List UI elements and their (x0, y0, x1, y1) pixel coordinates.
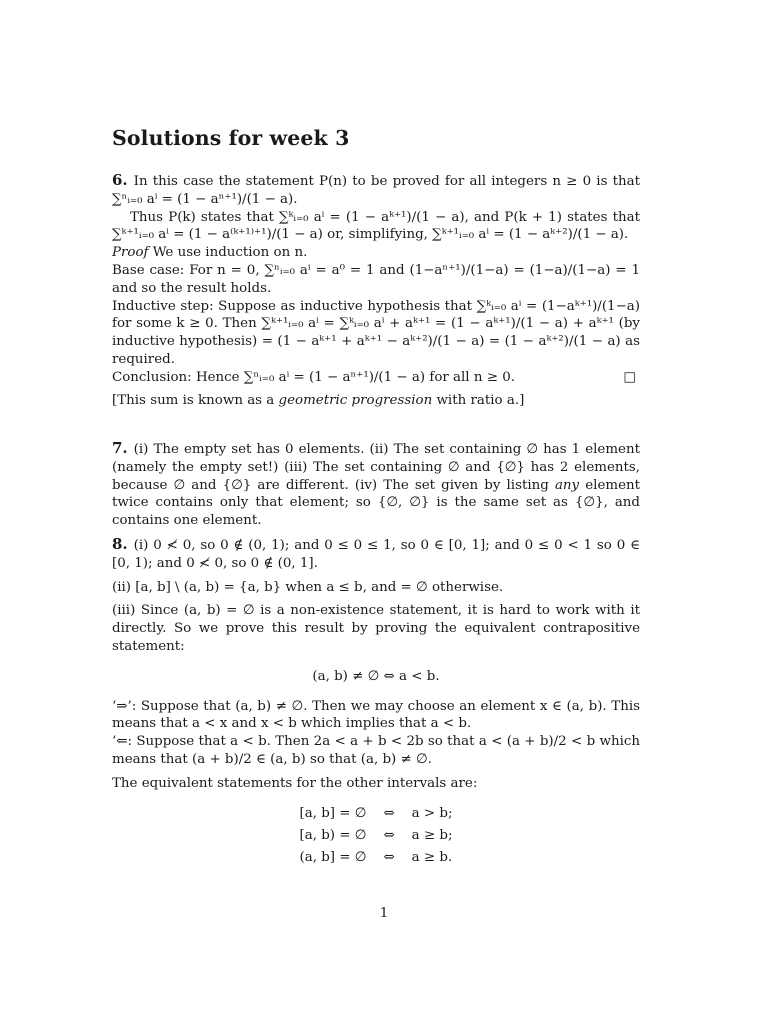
backward-direction: ‘⇐: Suppose that a < b. Then 2a < a + b < 2b so that a < (a + b)/2 < b which means that (a + b)/2 ∈ (a, b) so that (a, b) ≠ ∅. (112, 734, 640, 767)
equivalence-table (295, 803, 458, 869)
iff-symbol: ⇔ (383, 849, 395, 865)
problem-6-line-2: Thus P(k) states that ∑ᵏᵢ₌₀ aⁱ = (1 − aᵏ⁺¹)/(1 − a), and P(k + 1) states that ∑ᵏ⁺¹ᵢ₌₀ aⁱ = (1 − a⁽ᵏ⁺¹⁾⁺¹)/(1 − a) or, simplifying, ∑ᵏ⁺¹ᵢ₌₀ aⁱ = (1 − aᵏ⁺²)/(1 − a). (112, 209, 640, 243)
eq-rhs: a ≥ b. (411, 849, 453, 865)
problem-6-line-1: In this case the statement P(n) to be proved for all integers n ≥ 0 is that ∑ⁿᵢ₌₀ aⁱ = (1 − aⁿ⁺¹)/(1 − a). (112, 174, 640, 207)
proof-label: Proof (112, 245, 149, 261)
problem-7-part-2: element twice contains only that element; so {∅, ∅} is the same set as {∅}, and contains one element. (112, 477, 641, 529)
forward-direction: ‘⇒’: Suppose that (a, b) ≠ ∅. Then we may choose an element x ∈ (a, b). This means that a < x and x < b which implies that a < b. (112, 698, 640, 732)
eq-lhs: (a, b] = ∅ (299, 849, 367, 865)
eq-rhs: a ≥ b; (411, 827, 453, 843)
proof-text: We use induction on n. (152, 245, 308, 261)
iff-symbol: ⇔ (383, 805, 395, 821)
problem-number: 6. (112, 171, 128, 189)
problem-number: 8. (112, 535, 128, 553)
eq-rhs: a > b; (411, 805, 453, 821)
inductive-step: Inductive step: Suppose as inductive hypothesis that ∑ᵏᵢ₌₀ aⁱ = (1−aᵏ⁺¹)/(1−a) for some k ≥ 0. Then ∑ᵏ⁺¹ᵢ₌₀ aⁱ = ∑ᵏᵢ₌₀ aⁱ + aᵏ⁺¹ = (1 − aᵏ⁺¹)/(1 − a) + aᵏ⁺¹ (by inductive hypothesis) = (1 − aᵏ⁺¹ + aᵏ⁺¹ − aᵏ⁺²)/(1 − a) = (1 − aᵏ⁺²)/(1 − a) as required. (112, 298, 640, 367)
problem-8 (112, 536, 640, 869)
problem-number: 7. (112, 439, 128, 457)
eq-lhs: [a, b] = ∅ (299, 805, 367, 821)
iff-symbol: ⇔ (383, 827, 395, 843)
equivalent-statements-intro: The equivalent statements for the other intervals are: (112, 775, 478, 791)
problem-7-part-1: (i) The empty set has 0 elements. (ii) The set containing ∅ has 1 element (namely the empty set!) (iii) The set containing ∅ and {∅} has 2 elements, because ∅ and {∅} are different. (iv) The set given by listing (112, 442, 640, 493)
eq-lhs: [a, b) = ∅ (299, 827, 367, 843)
note-suffix: with ratio a.] (432, 392, 525, 408)
part-i-text: (i) 0 ≮ 0, so 0 ∉ (0, 1); and 0 ≤ 0 ≤ 1, so 0 ∈ [0, 1]; and 0 ≤ 0 < 1 so 0 ∈ [0, 1); and 0 ≮ 0, so 0 ∉ (0, 1]. (112, 538, 640, 571)
problem-8-part-i (112, 536, 640, 573)
qed-symbol: □ (623, 369, 636, 385)
problem-8-part-ii: (ii) [a, b] \ (a, b) = {a, b} when a ≤ b, and = ∅ otherwise. (112, 579, 504, 595)
note-prefix: [This sum is known as a (112, 392, 279, 408)
page-title: Solutions for week 3 (112, 126, 350, 150)
base-case: Base case: For n = 0, ∑ⁿᵢ₌₀ aⁱ = a⁰ = 1 and (1−aⁿ⁺¹)/(1−a) = (1−a)/(1−a) = 1 and so the result holds. (112, 262, 640, 296)
problem-8-part-iii: (iii) Since (a, b) = ∅ is a non-existence statement, it is hard to work with it directly. So we prove this result by proving the equivalent contrapositive statement: (112, 603, 640, 654)
problem-6-statement (112, 172, 640, 209)
problem-7 (112, 440, 640, 530)
conclusion-text: Conclusion: Hence ∑ⁿᵢ₌₀ aⁱ = (1 − aⁿ⁺¹)/(1 − a) for all n ≥ 0. (112, 369, 515, 385)
equivalence-row (295, 847, 458, 869)
geometric-note (112, 392, 640, 410)
problem-6 (112, 172, 640, 409)
note-emphasis: geometric progression (278, 392, 433, 408)
proof-intro (112, 244, 640, 262)
display-equation: (a, b) ≠ ∅ ⇔ a < b. (312, 668, 440, 684)
problem-7-emphasis: any (554, 477, 580, 493)
page-number: 1 (379, 906, 389, 921)
equivalence-row (295, 825, 458, 847)
problem-7-text (112, 440, 640, 530)
equivalence-row (295, 803, 458, 825)
conclusion (112, 369, 640, 387)
